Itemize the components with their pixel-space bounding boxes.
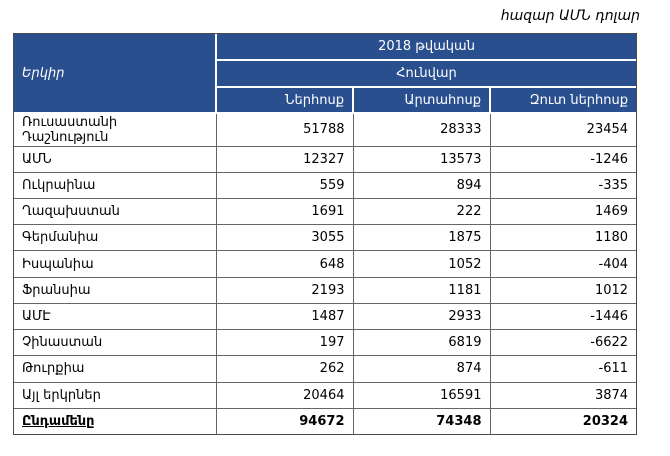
transfers-table bbox=[13, 33, 637, 435]
net-inflow-cell: 1012 bbox=[490, 277, 636, 303]
outflow-cell: 1052 bbox=[353, 251, 490, 277]
outflow-cell: 13573 bbox=[353, 146, 490, 172]
country-column-header: Երկիր bbox=[14, 34, 216, 113]
inflow-cell: 648 bbox=[216, 251, 353, 277]
net-inflow-cell: -611 bbox=[490, 356, 636, 382]
unit-note: հազար ԱՄՆ դոլար bbox=[500, 8, 640, 24]
net-inflow-cell: -6622 bbox=[490, 330, 636, 356]
outflow-cell: 1875 bbox=[353, 225, 490, 251]
outflow-cell: 2933 bbox=[353, 303, 490, 329]
table-row bbox=[14, 356, 636, 382]
outflow-cell: 1181 bbox=[353, 277, 490, 303]
inflow-cell: 94672 bbox=[216, 408, 353, 434]
net-inflow-cell: -1446 bbox=[490, 303, 636, 329]
outflow-cell: 222 bbox=[353, 198, 490, 224]
country-cell: Ֆրանսիա bbox=[14, 277, 216, 303]
total-row bbox=[14, 408, 636, 434]
net-inflow-cell: -1246 bbox=[490, 146, 636, 172]
inflow-cell: 197 bbox=[216, 330, 353, 356]
country-cell: Թուրքիա bbox=[14, 356, 216, 382]
outflow-cell: 6819 bbox=[353, 330, 490, 356]
net-inflow-cell: 20324 bbox=[490, 408, 636, 434]
month-header: Հունվար bbox=[216, 60, 636, 87]
net-inflow-cell: -335 bbox=[490, 172, 636, 198]
country-cell: ԱՄԷ bbox=[14, 303, 216, 329]
inflow-cell: 1691 bbox=[216, 198, 353, 224]
inflow-cell: 12327 bbox=[216, 146, 353, 172]
table-row bbox=[14, 113, 636, 146]
inflow-cell: 51788 bbox=[216, 113, 353, 146]
table-row bbox=[14, 225, 636, 251]
table-row bbox=[14, 198, 636, 224]
country-cell: Չինաստան bbox=[14, 330, 216, 356]
table-row bbox=[14, 330, 636, 356]
outflow-cell: 74348 bbox=[353, 408, 490, 434]
outflow-column-header: Արտահոսք bbox=[353, 87, 490, 113]
country-cell: Ռուսաստանի Դաշնություն bbox=[14, 113, 216, 146]
country-cell: Իսպանիա bbox=[14, 251, 216, 277]
country-cell: Այլ երկրներ bbox=[14, 382, 216, 408]
net-inflow-cell: -404 bbox=[490, 251, 636, 277]
table-row bbox=[14, 146, 636, 172]
outflow-cell: 894 bbox=[353, 172, 490, 198]
country-cell: Ընդամենը bbox=[14, 408, 216, 434]
inflow-cell: 262 bbox=[216, 356, 353, 382]
table-row bbox=[14, 303, 636, 329]
net-inflow-column-header: Զուտ ներհոսք bbox=[490, 87, 636, 113]
net-inflow-cell: 3874 bbox=[490, 382, 636, 408]
net-inflow-cell: 23454 bbox=[490, 113, 636, 146]
table-row bbox=[14, 172, 636, 198]
country-cell: Ուկրաինա bbox=[14, 172, 216, 198]
outflow-cell: 874 bbox=[353, 356, 490, 382]
inflow-cell: 20464 bbox=[216, 382, 353, 408]
outflow-cell: 28333 bbox=[353, 113, 490, 146]
country-cell: ԱՄՆ bbox=[14, 146, 216, 172]
table-row bbox=[14, 382, 636, 408]
inflow-cell: 2193 bbox=[216, 277, 353, 303]
inflow-cell: 559 bbox=[216, 172, 353, 198]
inflow-column-header: Ներհոսք bbox=[216, 87, 353, 113]
inflow-cell: 3055 bbox=[216, 225, 353, 251]
table-body bbox=[14, 113, 636, 434]
country-cell: Գերմանիա bbox=[14, 225, 216, 251]
inflow-cell: 1487 bbox=[216, 303, 353, 329]
net-inflow-cell: 1180 bbox=[490, 225, 636, 251]
net-inflow-cell: 1469 bbox=[490, 198, 636, 224]
outflow-cell: 16591 bbox=[353, 382, 490, 408]
table-row bbox=[14, 277, 636, 303]
table-row bbox=[14, 251, 636, 277]
year-header: 2018 թվական bbox=[216, 34, 636, 60]
country-cell: Ղազախստան bbox=[14, 198, 216, 224]
